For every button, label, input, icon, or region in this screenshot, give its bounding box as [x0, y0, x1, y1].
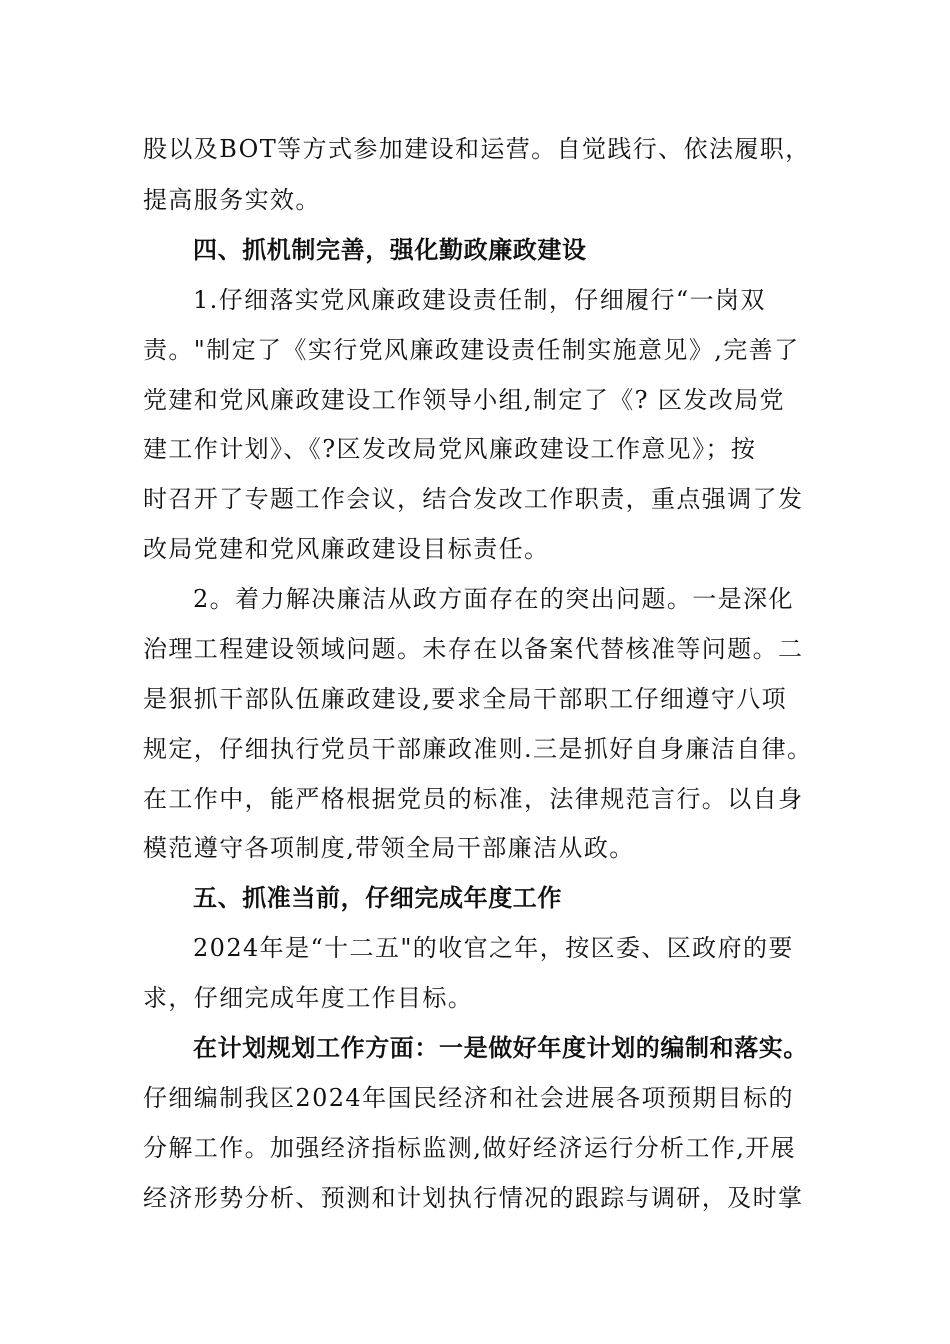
- section-heading: 五、抓准当前，仔细完成年度工作: [193, 884, 562, 912]
- body-text-line: 在工作中，能严格根据党员的标准，法律规范言行。以自身: [143, 785, 804, 813]
- body-text-line: 股以及BOT等方式参加建设和运营。自觉践行、依法履职，: [143, 135, 811, 163]
- body-text-line: 模范遵守各项制度,带领全局干部廉洁从政。: [143, 834, 635, 862]
- body-text-line: 经济形势分析、预测和计划执行情况的跟踪与调研，及时掌: [143, 1184, 804, 1212]
- section-heading: 四、抓机制完善，强化勤政廉政建设: [193, 236, 587, 264]
- subsection-lead: 在计划规划工作方面：一是做好年度计划的编制和落实。: [193, 1034, 808, 1062]
- body-text-line: 是狠抓干部队伍廉政建设,要求全局干部职工仔细遵守八项: [143, 685, 788, 713]
- body-text-line: 建工作计划》、《?区发改局党风廉政建设工作意见》；按: [143, 435, 757, 463]
- body-text-line: 求，仔细完成年度工作目标。: [143, 984, 474, 1012]
- paragraph-first-line: 2。着力解决廉洁从政方面存在的突出问题。一是深化: [193, 585, 794, 613]
- body-text-line: 改局党建和党风廉政建设目标责任。: [143, 535, 550, 563]
- body-text-line: 责。"制定了《实行党风廉政建设责任制实施意见》,完善了: [143, 336, 800, 364]
- body-text-line: 治理工程建设领域问题。未存在以备案代替核准等问题。二: [143, 635, 804, 663]
- body-text-line: 提高服务实效。: [143, 186, 321, 214]
- paragraph-first-line: 1.仔细落实党风廉政建设责任制，仔细履行“一岗双: [193, 286, 766, 314]
- body-text-line: 时召开了专题工作会议，结合发改工作职责，重点强调了发: [143, 485, 804, 513]
- body-text-line: 规定，仔细执行党员干部廉政准则.三是抓好自身廉洁自律。: [143, 735, 813, 763]
- body-text-line: 分解工作。加强经济指标监测,做好经济运行分析工作,开展: [143, 1134, 797, 1162]
- paragraph-first-line: 2024年是“十二五"的收官之年，按区委、区政府的要: [193, 934, 794, 962]
- body-text-line: 仔细编制我区2024年国民经济和社会进展各项预期目标的: [143, 1084, 794, 1112]
- body-text-line: 党建和党风廉政建设工作领导小组,制定了《? 区发改局党: [143, 386, 785, 414]
